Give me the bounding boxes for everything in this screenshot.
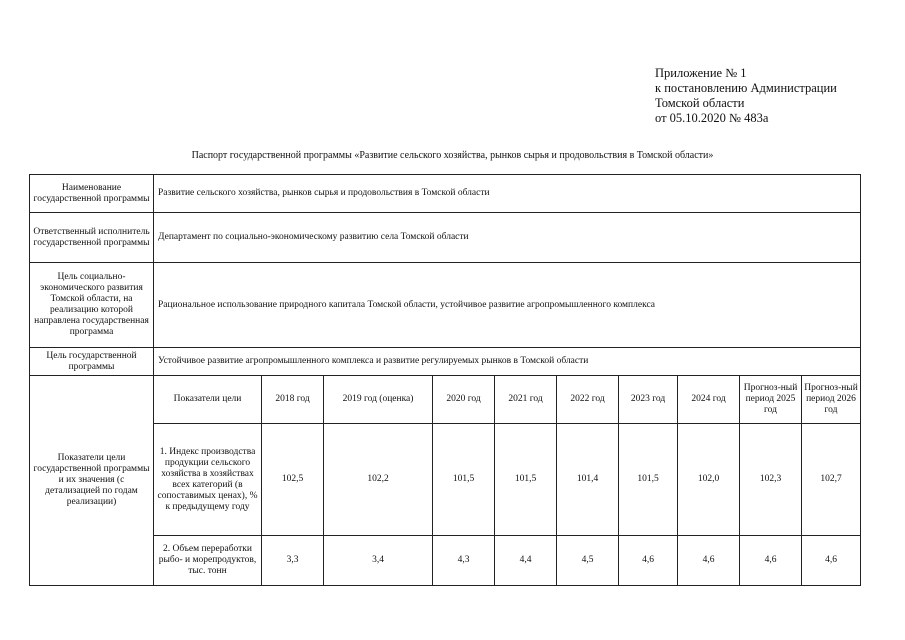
header-year: 2022 год [557,376,619,424]
indicator-value: 4,6 [678,536,740,586]
indicator-value: 3,3 [262,536,324,586]
value-executor: Департамент по социально-экономическому развитию села Томской области [154,213,861,263]
indicator-value: 4,5 [557,536,619,586]
indicator-value: 101,5 [433,424,495,536]
indicator-value: 4,6 [740,536,802,586]
indicator-value: 102,0 [678,424,740,536]
indicator-value: 101,4 [557,424,619,536]
header-year: 2019 год (оценка) [324,376,433,424]
header-year: 2023 год [619,376,678,424]
appendix-line-2: к постановлению Администрации [655,81,837,95]
value-goal-social: Рациональное использование природного капитала Томской области, устойчивое развитие агропромышленного комплекса [154,263,861,348]
label-goal-program: Цель государственной программы [30,348,154,376]
indicator-value: 3,4 [324,536,433,586]
header-year: Прогноз-ный период 2025 год [740,376,802,424]
appendix-line-4: от 05.10.2020 № 483а [655,111,769,125]
indicator-value: 102,5 [262,424,324,536]
header-year: 2024 год [678,376,740,424]
header-year: 2021 год [495,376,557,424]
indicator-value: 101,5 [619,424,678,536]
indicator-value: 102,3 [740,424,802,536]
label-indicators: Показатели цели государственной программы и их значения (с детализацией по годам реализации) [30,376,154,586]
row-goal-program [30,348,861,376]
row-program-name [30,175,861,213]
indicator-value: 4,3 [433,536,495,586]
row-executor [30,213,861,263]
header-year: 2020 год [433,376,495,424]
label-program-name: Наименование государственной программы [30,175,154,213]
indicator-value: 4,6 [802,536,861,586]
indicator-value: 101,5 [495,424,557,536]
value-goal-program: Устойчивое развитие агропромышленного комплекса и развитие регулируемых рынков в Томской области [154,348,861,376]
header-indicator-name: Показатели цели [154,376,262,424]
row-goal-social [30,263,861,348]
indicator-value: 102,7 [802,424,861,536]
indicators-header-row [30,376,861,424]
label-executor: Ответственный исполнитель государственной программы [30,213,154,263]
header-year: Прогноз-ный период 2026 год [802,376,861,424]
indicator-name: 2. Объем переработки рыбо- и морепродуктов, тыс. тонн [154,536,262,586]
appendix-header [655,66,837,126]
appendix-line-3: Томской области [655,96,745,110]
header-year: 2018 год [262,376,324,424]
indicator-row [30,424,861,536]
program-passport-table [29,174,861,586]
indicator-row [30,536,861,586]
indicator-value: 4,4 [495,536,557,586]
appendix-line-1: Приложение № 1 [655,66,747,80]
indicator-name: 1. Индекс производства продукции сельского хозяйства в хозяйствах всех категорий (в сопоставимых ценах), % к предыдущему году [154,424,262,536]
label-goal-social: Цель социально-экономического развития Томской области, на реализацию которой направлена государственная программа [30,263,154,348]
document-title: Паспорт государственной программы «Развитие сельского хозяйства, рынков сырья и продовольствия в Томской области» [191,150,714,161]
indicator-value: 4,6 [619,536,678,586]
indicator-value: 102,2 [324,424,433,536]
value-program-name: Развитие сельского хозяйства, рынков сырья и продовольствия в Томской области [154,175,861,213]
